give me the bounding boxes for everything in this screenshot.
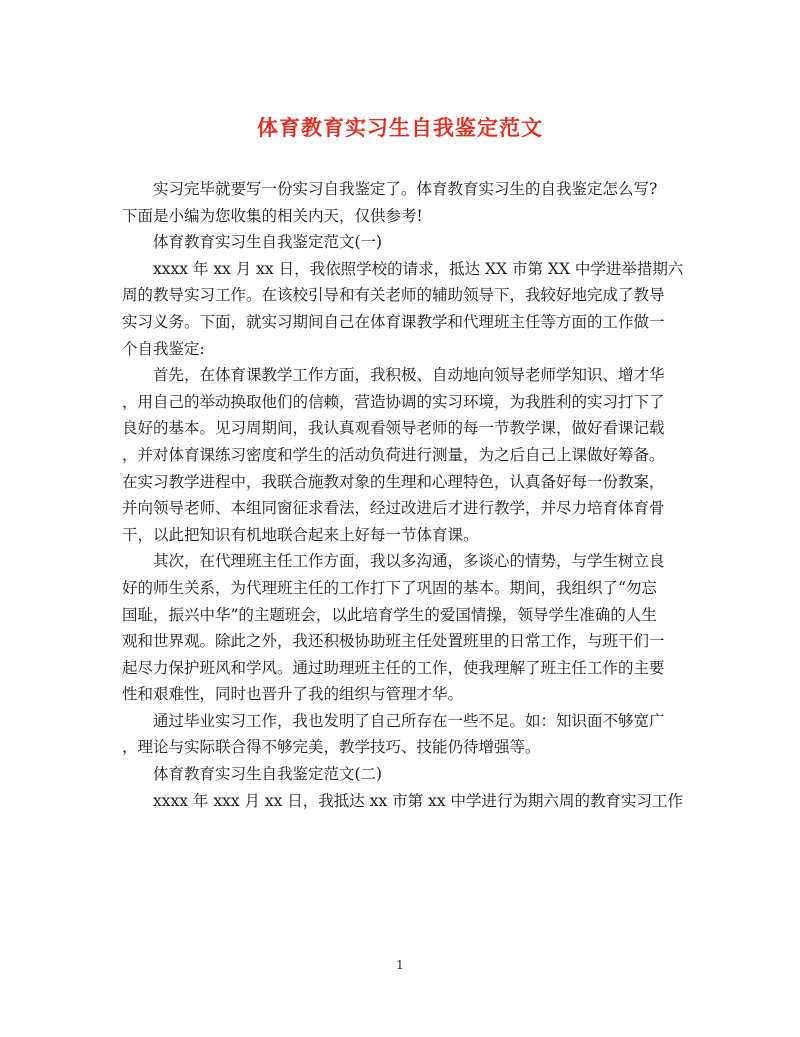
- paragraph-line: ，用自己的举动换取他们的信赖，营造协调的实习环境，为我胜利的实习打下了: [122, 392, 665, 411]
- paragraph-line: 下面是小编为您收集的相关内天，仅供参考!: [122, 206, 423, 225]
- paragraph-line: 并向领导老师、本组同窗征求看法，经过改进后才进行教学，并尽力培育体育骨: [122, 499, 665, 518]
- paragraph-line: 实习完毕就要写一份实习自我鉴定了。体育教育实习生的自我鉴定怎么写?: [153, 180, 658, 198]
- paragraph-line: 性和艰难性，同时也晋升了我的组织与管理才华。: [122, 685, 464, 704]
- paragraph-line: 个自我鉴定:: [122, 339, 205, 358]
- paragraph-line: 实习义务。下面，就实习期间自己在体育课教学和代理班主任等方面的工作做一: [122, 312, 665, 331]
- paragraph-line: ，并对体育课练习密度和学生的活动负荷进行测量，为之后自己上课做好筹备。: [122, 445, 665, 464]
- paragraph-line: 观和世界观。除此之外，我还积极协助班主任处置班里的日常工作，与班干们一: [122, 632, 665, 651]
- document-body: [122, 176, 684, 814]
- section-heading: 体育教育实习生自我鉴定范文(一): [153, 233, 383, 252]
- paragraph-line: 国耻，振兴中华”的主题班会，以此培育学生的爱国情操，领导学生准确的人生: [122, 605, 657, 624]
- paragraph-line: 其次，在代理班主任工作方面，我以多沟通，多谈心的情势，与学生树立良: [153, 552, 665, 571]
- paragraph-line: xxxx 年 xxx 月 xx 日，我抵达 xx 市第 xx 中学进行为期六周的教育实习工作: [153, 791, 683, 810]
- paragraph-line: xxxx 年 xx 月 xx 日，我依照学校的请求，抵达 XX 市第 XX 中学进举措期六: [153, 259, 684, 278]
- paragraph-line: ，理论与实际联合得不够完美，教学技巧、技能仍待增强等。: [122, 738, 541, 757]
- paragraph-line: 良好的基本。见习周期间，我认真观看领导老师的每一节教学课，做好看课记载: [122, 419, 665, 438]
- page-number: 1: [396, 958, 404, 972]
- paragraph-line: 首先，在体育课教学工作方面，我积极、自动地向领导老师学知识、增才华: [153, 366, 665, 385]
- document-title: 体育教育实习生自我鉴定范文: [257, 115, 543, 140]
- paragraph-line: 起尽力保护班风和学风。通过助理班主任的工作，使我理解了班主任工作的主要: [122, 658, 665, 677]
- paragraph-line: 通过毕业实习工作，我也发明了自己所存在一些不足。如：知识面不够宽广: [153, 711, 665, 730]
- paragraph-line: 在实习教学进程中，我联合施教对象的生理和心理特色，认真备好每一份教案，: [122, 472, 665, 491]
- paragraph-line: 周的教导实习工作。在该校引导和有关老师的辅助领导下，我较好地完成了教导: [122, 286, 665, 305]
- section-heading: 体育教育实习生自我鉴定范文(二): [153, 765, 383, 784]
- paragraph-line: 好的师生关系，为代理班主任的工作打下了巩固的基本。期间，我组织了“勿忘: [122, 578, 657, 597]
- paragraph-line: 干，以此把知识有机地联合起来上好每一节体育课。: [122, 525, 479, 544]
